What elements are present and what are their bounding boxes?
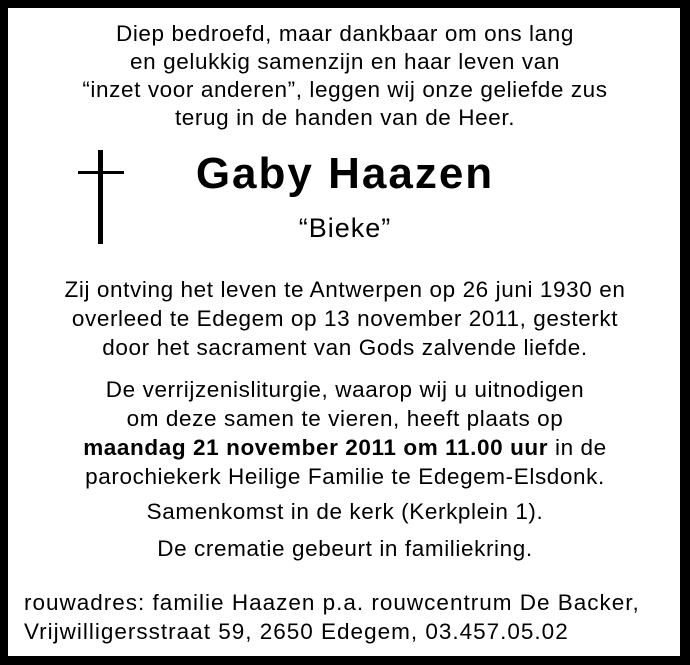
intro-line: Diep bedroefd, maar dankbaar om ons lang (115, 21, 574, 46)
intro-line: “inzet voor anderen”, leggen wij onze geliefde zus (82, 77, 608, 102)
liturgy-text (0, 375, 690, 491)
address-line: Vrijwilligersstraat 59, 2650 Edegem, 03.457.05.02 (24, 619, 569, 644)
intro-line: en gelukkig samenzijn en haar leven van (130, 49, 560, 74)
address-line: rouwadres: familie Haazen p.a. rouwcentrum De Backer, (24, 590, 640, 615)
liturgy-line: De verrijzenisliturgie, waarop wij u uitnodigen (105, 377, 585, 402)
gathering-text: Samenkomst in de kerk (Kerkplein 1). (146, 499, 544, 524)
deceased-nickname: “Bieke” (298, 213, 392, 243)
liturgy-datetime: maandag 21 november 2011 om 11.00 uur (83, 435, 549, 460)
liturgy-datetime-line (0, 433, 690, 462)
cremation-text: De crematie gebeurt in familiekring. (157, 536, 533, 561)
intro-line: terug in de handen van de Heer. (174, 105, 516, 130)
intro-text (0, 20, 690, 132)
life-line: overleed te Edegem op 13 november 2011, gesterkt (71, 306, 619, 331)
life-line: door het sacrament van Gods zalvende liefde. (102, 335, 588, 360)
life-line: Zij ontving het leven te Antwerpen op 26 juni 1930 en (64, 277, 626, 302)
liturgy-line: parochiekerk Heilige Familie te Edegem-Elsdonk. (85, 464, 605, 489)
liturgy-line: om deze samen te vieren, heeft plaats op (126, 406, 564, 431)
mourning-address (24, 588, 640, 646)
life-text (0, 275, 690, 362)
liturgy-datetime-suffix: in de (548, 435, 607, 460)
deceased-name: Gaby Haazen (195, 149, 495, 198)
